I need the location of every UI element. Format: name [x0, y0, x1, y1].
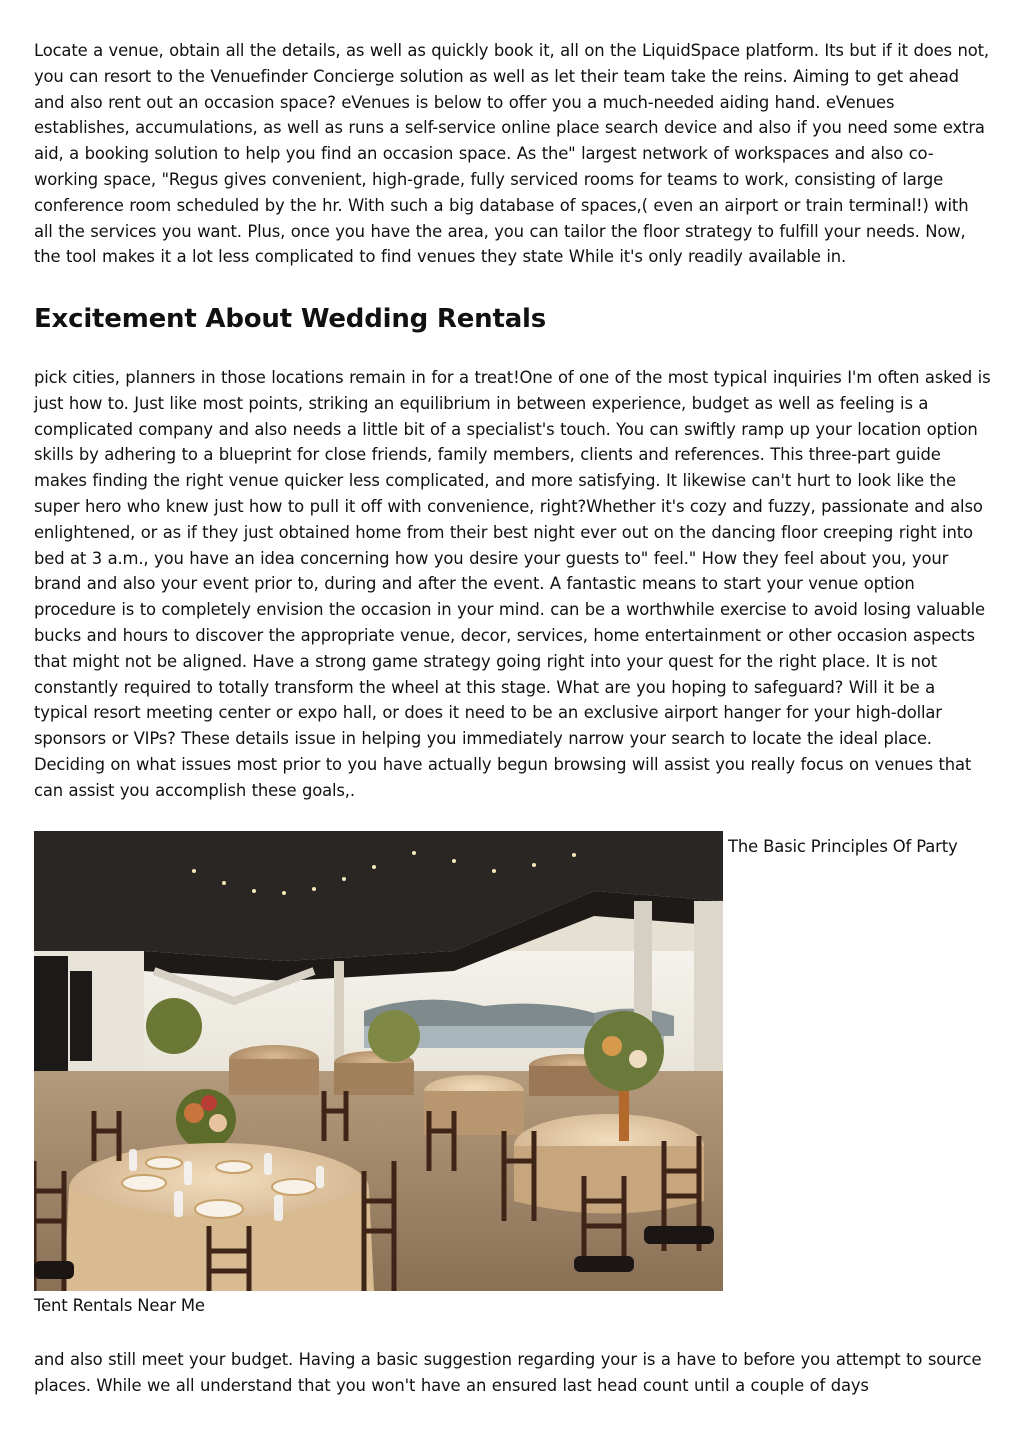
closing-paragraph: and also still meet your budget. Having a basic suggestion regarding your is a have to before you attempt to source places. While we all understand that you won't have an ensured last head count until a couple of days [34, 1350, 982, 1395]
main-paragraph: pick cities, planners in those locations remain in for a treat!One of one of the most typical inquiries I'm often asked is just how to. Just like most points, striking an equilibrium in between experience, budget as well as feeling is a complicated company and also needs a little bit of a specialist's touch. You can swiftly ramp up your location option skills by adhering to a blueprint for close friends, family members, clients and references. This three-part guide makes finding the right venue quicker less complicated, and more satisfying. It likewise can't hurt to look like the super hero who knew just how to pull it off with convenience, right?Whether it's cozy and fuzzy, passionate and also enlightened, or as if they just obtained home from their best night ever out on the dancing floor creeping right into bed at 3 a.m., you have an idea concerning how you desire your guests to" feel." How they feel about you, your brand and also your event prior to, during and after the event. A fantastic means to start your venue option procedure is to completely envision the occasion in your mind. can be a worthwhile exercise to avoid losing valuable bucks and hours to discover the appropriate venue, decor, services, home entertainment or other occasion aspects that might not be aligned. Have a strong game strategy going right into your quest for the right place. It is not constantly required to totally transform the wheel at this stage. What are you hoping to safeguard? Will it be a typical resort meeting center or expo hall, or does it need to be an exclusive airport hanger for your high-dollar sponsors or VIPs? These details issue in helping you immediately narrow your search to locate the ideal place. Deciding on what issues most prior to you have actually begun browsing will assist you really focus on venues that can assist you accomplish these goals,. [34, 368, 991, 800]
section-heading: Excitement About Wedding Rentals [34, 304, 547, 334]
figure-row [34, 831, 992, 1291]
banquet-hall-photo [34, 831, 723, 1291]
below-caption: Tent Rentals Near Me [34, 1296, 205, 1315]
intro-paragraph: Locate a venue, obtain all the details, as well as quickly book it, all on the LiquidSpace platform. Its but if it does not, you can resort to the Venuefinder Concierge solution as well as let their team take the reins. Aiming to get ahead and also rent out an occasion space? eVenues is below to offer you a much-needed aiding hand. eVenues establishes, accumulations, as well as runs a self-service online place search device and also if you need some extra aid, a booking solution to help you find an occasion space. As the" largest network of workspaces and also co-working space, "Regus gives convenient, high-grade, fully serviced rooms for teams to work, consisting of large conference room scheduled by the hr. With such a big database of spaces,( even an airport or train terminal!) with all the services you want. Plus, once you have the area, you can tailor the floor strategy to fulfill your needs. Now, the tool makes it a lot less complicated to find venues they state While it's only readily available in. [34, 41, 989, 267]
side-caption: The Basic Principles Of Party [728, 837, 958, 856]
